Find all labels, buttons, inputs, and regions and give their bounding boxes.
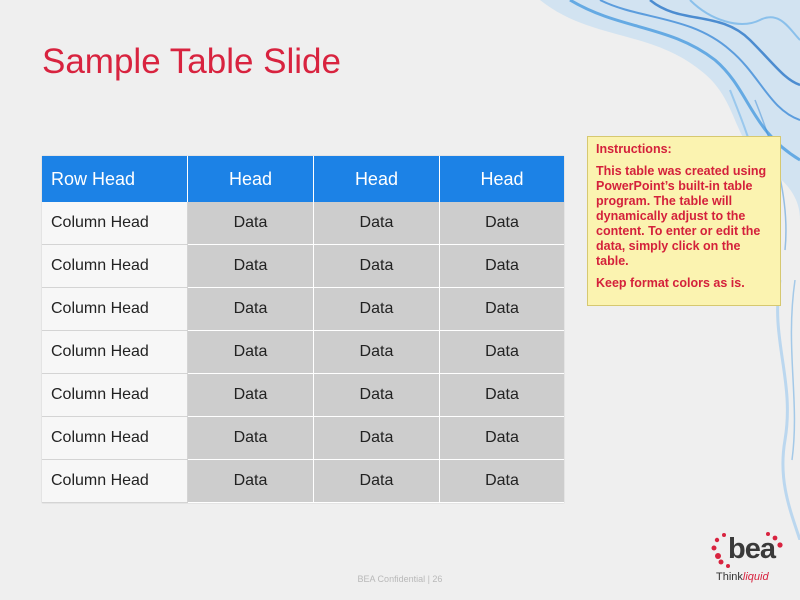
table-row	[42, 202, 564, 245]
table-cell[interactable]: Data	[439, 460, 564, 503]
bea-logo	[706, 530, 786, 588]
slide-title: Sample Table Slide	[42, 42, 341, 81]
table-column-header[interactable]: Head	[439, 156, 564, 202]
table-column-header[interactable]: Head	[313, 156, 439, 202]
table-cell[interactable]: Data	[439, 288, 564, 331]
table-cell[interactable]: Data	[439, 245, 564, 288]
instructions-note-text: Keep format colors as is.	[596, 276, 745, 290]
table-cell[interactable]: Data	[188, 202, 314, 245]
table-row-label[interactable]: Column Head	[42, 417, 188, 460]
table-row	[42, 245, 564, 288]
table-cell[interactable]: Data	[439, 202, 564, 245]
table-cell[interactable]: Data	[439, 417, 564, 460]
table-cell[interactable]: Data	[188, 331, 314, 374]
instructions-note[interactable]	[587, 136, 781, 306]
table-cell[interactable]: Data	[439, 374, 564, 417]
logo-tagline: Thinkliquid	[716, 571, 769, 583]
footer-confidential: BEA Confidential | 26	[357, 574, 443, 584]
table-row	[42, 460, 564, 503]
table-cell[interactable]: Data	[313, 331, 439, 374]
table-cell[interactable]: Data	[313, 202, 439, 245]
table-row-label[interactable]: Column Head	[42, 202, 188, 245]
table-cell[interactable]: Data	[188, 245, 314, 288]
table-cell[interactable]: Data	[313, 460, 439, 503]
instructions-heading: Instructions:	[596, 142, 672, 156]
table-cell[interactable]: Data	[313, 374, 439, 417]
table-row	[42, 288, 564, 331]
table-cell[interactable]: Data	[188, 460, 314, 503]
sample-data-table[interactable]	[42, 156, 564, 503]
table-cell[interactable]: Data	[313, 245, 439, 288]
table-column-header[interactable]: Head	[188, 156, 314, 202]
table-row-label[interactable]: Column Head	[42, 288, 188, 331]
table-cell[interactable]: Data	[188, 288, 314, 331]
table-row-label[interactable]: Column Head	[42, 245, 188, 288]
table-row-label[interactable]: Column Head	[42, 374, 188, 417]
table-header-row	[42, 156, 564, 202]
table-row	[42, 374, 564, 417]
instructions-body: This table was created using PowerPoint’s built-in table program. The table will dynamically adjust to the content. To enter or edit the data, simply click on the table.	[596, 164, 767, 268]
table-row-label[interactable]: Column Head	[42, 331, 188, 374]
table-cell[interactable]: Data	[188, 417, 314, 460]
table-cell[interactable]: Data	[313, 417, 439, 460]
table-row-label[interactable]: Column Head	[42, 460, 188, 503]
logo-wordmark: bea	[728, 533, 775, 565]
table-row	[42, 417, 564, 460]
smoke-wisp-decoration-lower	[740, 280, 800, 540]
table-cell[interactable]: Data	[313, 288, 439, 331]
table-cell[interactable]: Data	[188, 374, 314, 417]
table-cell[interactable]: Data	[439, 331, 564, 374]
table-corner-header[interactable]: Row Head	[42, 156, 188, 202]
table-row	[42, 331, 564, 374]
